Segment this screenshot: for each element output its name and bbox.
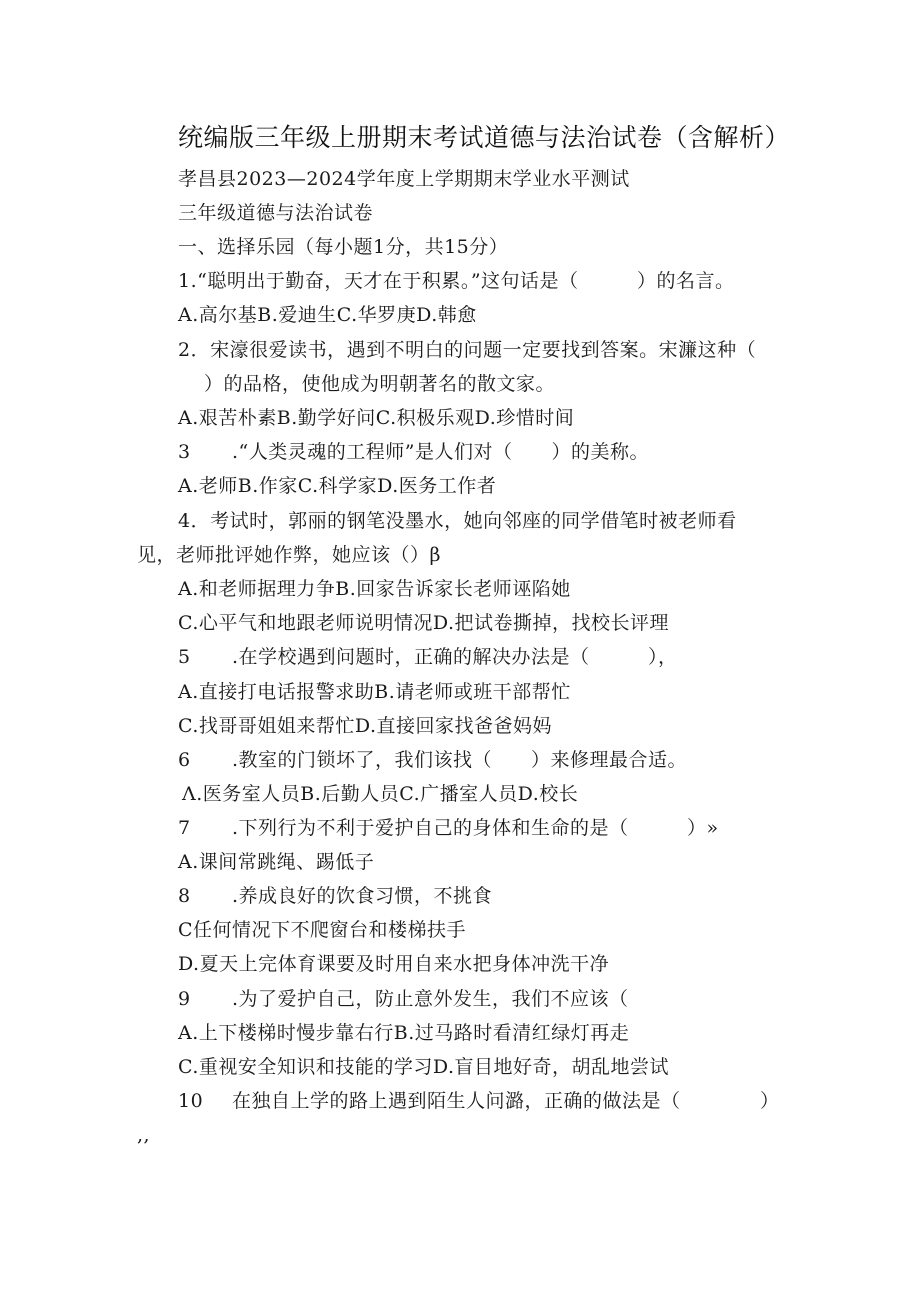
question-3-text: .“人类灵魂的工程师”是人们对（ ）的美称。: [232, 441, 649, 463]
question-9-text: .为了爱护自己，防止意外发生，我们不应该（: [232, 988, 629, 1010]
question-5-options-cont: C.找哥哥姐姐来帮忙D.直接回家找爸爸妈妈: [178, 715, 552, 737]
question-8-text: .养成良好的饮食习惯，不挑食: [232, 885, 493, 907]
question-10-text: 在独自上学的路上遇到陌生人问潞，正确的做法是（: [232, 1090, 681, 1112]
question-5-text: .在学校遇到问题时，正确的解决办法是（ ），: [232, 646, 678, 668]
exam-name: 三年级道德与法治试卷: [178, 202, 374, 224]
question-5-options: A.直接打电话报警求助B.请老师或班干部帮忙: [178, 681, 571, 703]
question-6-options: Λ.医务室人员B.后勤人员C.广播室人员D.校长: [182, 783, 579, 805]
question-10-text-cont: ,,: [137, 1124, 151, 1146]
question-1-text: 1.“聪明出于勤奋，天才在于积累。”这句话是（ ）的名言。: [178, 270, 735, 292]
question-7-options: A.课间常跳绳、踢低子: [178, 851, 375, 873]
question-10-paren-close: ）: [760, 1090, 780, 1112]
question-4-options: A.和老师据理力争B.回家告诉家长老师诬陷她: [178, 578, 571, 600]
question-5-number: 5: [178, 646, 191, 668]
question-9-number: 9: [178, 988, 191, 1010]
question-3-number: 3: [178, 441, 191, 463]
question-9-options-cont: C.重视安全知识和技能的学习D.盲目地好奇，胡乱地尝试: [178, 1056, 669, 1078]
question-3-options: A.老师B.作家C.科学家D.医务工作者: [178, 475, 497, 497]
question-2-options: A.艰苦朴素B.勤学好问C.积极乐观D.珍惜时间: [178, 407, 575, 429]
question-2-text-cont: ）的品格，使他成为明朝著名的散文家。: [204, 373, 556, 395]
question-8-options-cont: D.夏天上完体育课要及时用自来水把身体冲洗干净: [178, 953, 610, 975]
question-4-options-cont: C.心平气和地跟老师说明情况D.把试卷撕掉，找校长评理: [178, 612, 669, 634]
question-4-text-cont: 见，老师批评她作弊，她应该（）β: [137, 544, 441, 566]
question-1-options: A.高尔基B.爱迪生C.华罗庚D.韩愈: [178, 304, 477, 326]
question-10-number: 10: [178, 1090, 204, 1112]
question-6-number: 6: [178, 749, 191, 771]
question-8-options: C任何情况下不爬窗台和楼梯扶手: [178, 919, 467, 941]
question-4-text: 4．考试时，郭丽的钢笔没墨水，她向邻座的同学借笔时被老师看: [178, 510, 737, 532]
section-heading: 一、选择乐园（每小题1分，共15分）: [178, 236, 509, 258]
question-8-number: 8: [178, 885, 191, 907]
question-6-text: .教室的门锁坏了，我们该找（ ）来修理最合适。: [232, 749, 688, 771]
question-9-options: A.上下楼梯时慢步靠右行B.过马路时看清红绿灯再走: [178, 1022, 630, 1044]
exam-subtitle: 孝昌县2023—2024学年度上学期期末学业水平测试: [178, 168, 630, 190]
question-7-text: .下列行为不利于爱护自己的身体和生命的是（ ）»: [232, 817, 719, 839]
question-2-text: 2．宋濠很爱读书，遇到不明白的问题一定要找到答案。宋濂这种（: [178, 339, 757, 361]
document-title: 统编版三年级上册期末考试道德与法治试卷（含解析）: [178, 123, 791, 152]
question-7-number: 7: [178, 817, 191, 839]
